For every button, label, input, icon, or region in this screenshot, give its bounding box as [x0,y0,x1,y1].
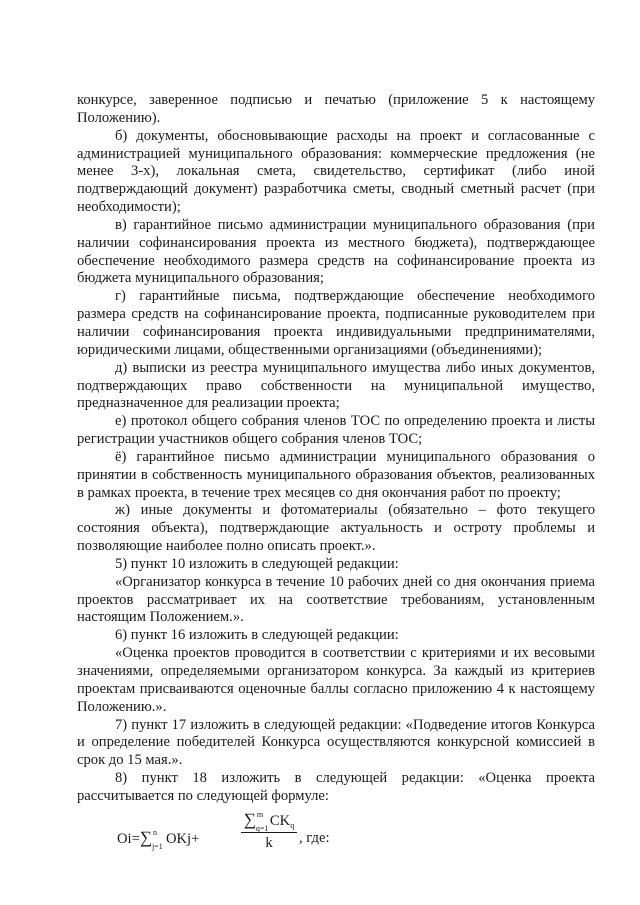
fraction-denominator: k [265,834,273,851]
sum-1-limits [151,828,166,852]
sum-1-lower: j=1 [151,842,163,852]
paragraph: ж) иные документы и фотоматериалы (обязательно – фото текущего состояния объекта), подтверждающие актуальность и остроту проблемы и позволяющие наиболее полно описать проект.». [77,502,595,555]
sum-symbol-2: ∑ [243,809,256,829]
formula-fraction [241,810,297,852]
formula-left-part [117,827,200,852]
sum-2-lower: q=1 [255,824,269,834]
paragraph: 8) пункт 18 изложить в следующей редакции: «Оценка проекта рассчитывается по следующей формуле: [77,770,595,804]
sum-1-upper: n [152,828,157,838]
sum-2-upper: m [256,810,264,820]
paragraph: 7) пункт 17 изложить в следующей редакции: «Подведение итогов Конкурса и определение победителей Конкурса осуществляются конкурсной комиссией в срок до 15 мая.». [77,716,595,769]
formula-term-1: OKj+ [165,830,200,847]
formula-term-2: CK [269,812,291,829]
paragraph: 5) пункт 10 изложить в следующей редакции: [115,555,399,572]
paragraph: д) выписки из реестра муниципального имущества либо иных документов, подтверждающих право собственности на муниципальной имущество, предназначенное для реализации проекта; [77,359,595,412]
paragraph: конкурсе, заверенное подписью и печатью (приложение 5 к настоящему Положению). [77,92,595,126]
formula-term-2-subscript: q [290,820,295,830]
score-formula [117,810,595,870]
paragraph: в) гарантийное письмо администрации муниципального образования (при наличии софинансирования проекта из местного бюджета), подтверждающее обеспечение необходимого размера средств на софинансирование проекта из бюджета муниципального образования; [77,216,595,287]
document-body [77,92,595,806]
paragraph: «Организатор конкурса в течение 10 рабочих дней со дня окончания приема проектов рассматривает их на соответствие требованиям, установленным настоящим Положением.». [77,573,595,626]
paragraph: 6) пункт 16 изложить в следующей редакции: [115,627,399,644]
paragraph: «Оценка проектов проводится в соответствии с критериями и их весовыми значениями, определяемыми организатором конкурса. За каждый из критериев проектам присваиваются оценочные баллы согласно приложению 4 к настоящему Положению.». [77,645,595,715]
formula-lhs: Oi= [117,830,140,847]
fraction-numerator [241,810,297,833]
paragraph: е) протокол общего собрания членов ТОС по определению проекта и листы регистрации участников общего собрания членов ТОС; [77,413,595,448]
paragraph: б) документы, обосновывающие расходы на проект и согласованные с администрацией муниципального образования: коммерческие предложения (не менее 3-х), локальная смета, свидетельство, сертификат (либо иной подтверждающий документ) разработчика сметы, сводный сметный расчет (при необходимости); [77,127,595,216]
document-page [77,92,595,870]
paragraph: ё) гарантийное письмо администрации муниципального образования о принятии в собственность муниципального образования объектов, реализованных в рамках проекта, в течение трех месяцев со дня окончания работ по проекту; [77,448,595,501]
paragraph: г) гарантийные письма, подтверждающие обеспечение необходимого размера средств на софинансирование проекта, подписанные руководителем при наличии софинансирования проекта индивидуальными предпринимателями, юридическими лицами, общественными организациями (объединениями); [77,288,595,358]
sum-symbol-1: ∑ [139,827,152,847]
formula-tail: , где: [299,829,330,846]
sum-2-limits [255,810,270,834]
